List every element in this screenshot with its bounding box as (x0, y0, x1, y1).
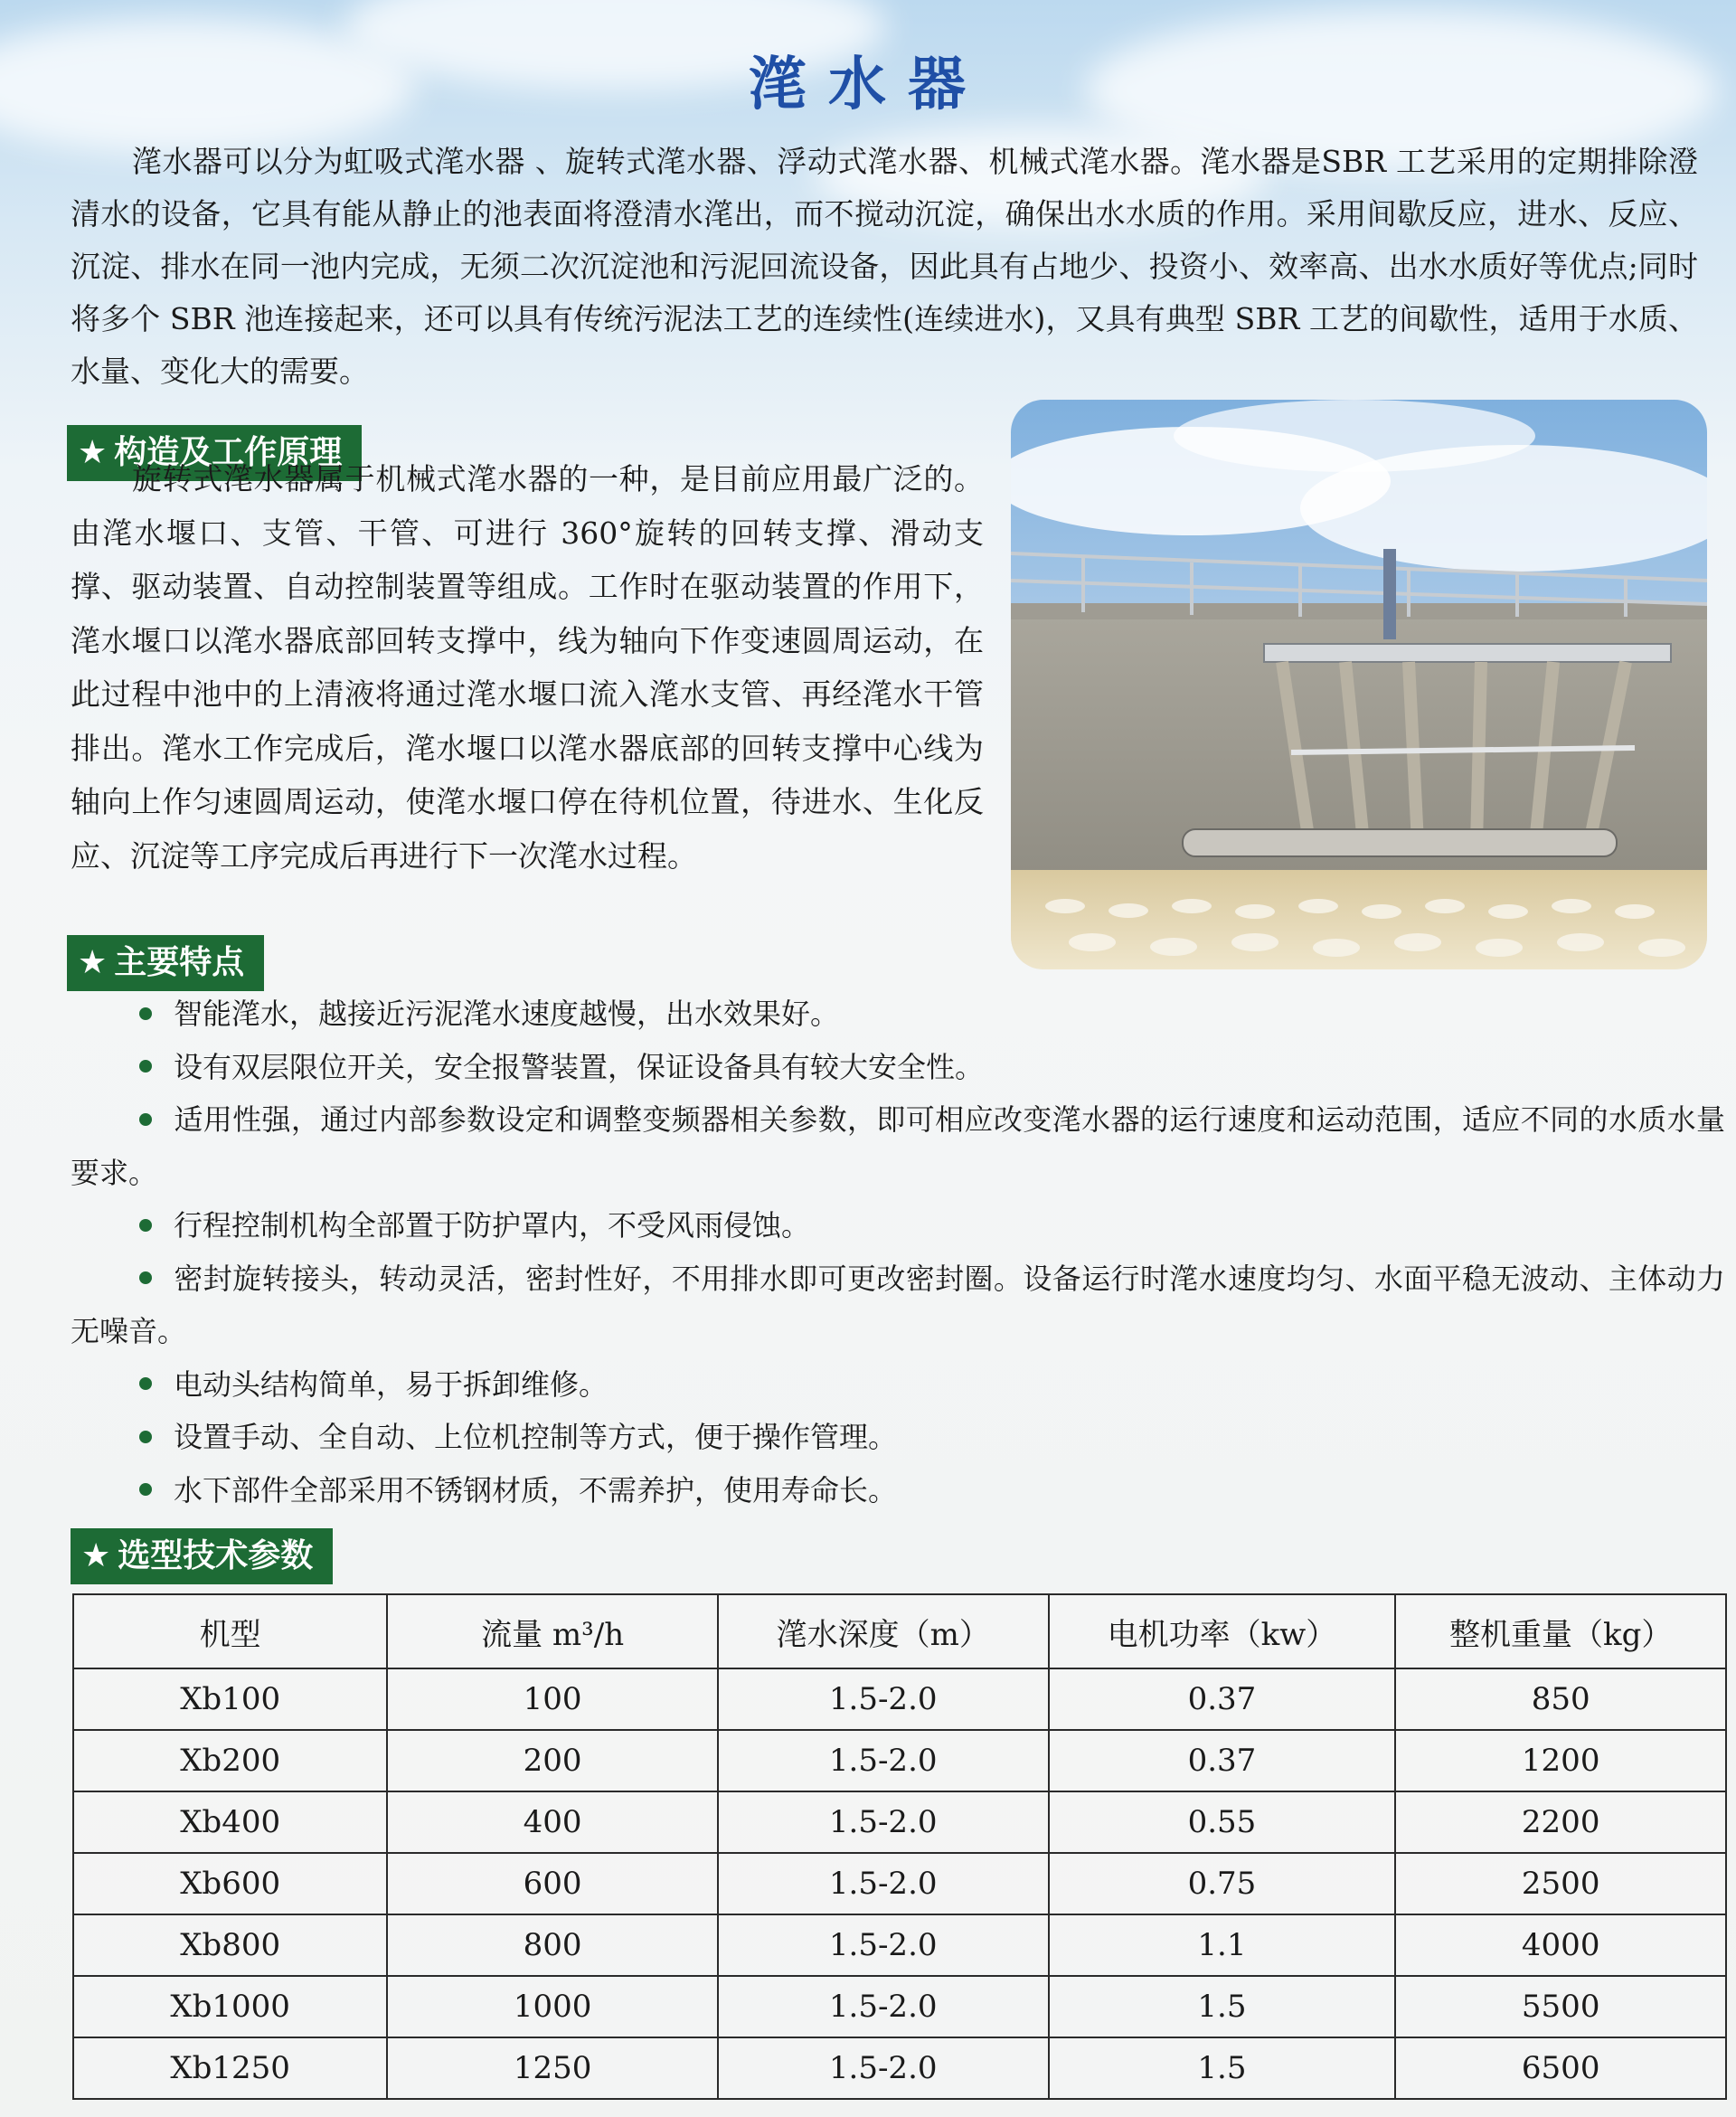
table-cell: 850 (1395, 1668, 1726, 1730)
table-cell: Xb1250 (73, 2037, 387, 2099)
table-cell: 1.5 (1049, 1976, 1396, 2037)
intro-paragraph: 滗水器可以分为虹吸式滗水器 、旋转式滗水器、浮动式滗水器、机械式滗水器。滗水器是SBR 工艺采用的定期排除澄清水的设备，它具有能从静止的池表面将澄清水滗出，而不搅动沉淀，确保出水水质的作用。采用间歇反应，进水、反应、沉淀、排水在同一池内完成，无须二次沉淀池和污泥回流设备，因此具有占地少、投资小、效率高、出水水质好等优点;同时将多个 SBR 池连接起来，还可以具有传统污泥法工艺的连续性(连续进水)，又具有典型 SBR 工艺的间歇性，适用于水质、水量、变化大的需要。 (71, 144, 1698, 389)
star-icon: ★ (78, 434, 108, 471)
bullet-icon (139, 1431, 152, 1443)
table-cell: 1.5-2.0 (718, 1730, 1049, 1791)
table-cell: 1.5-2.0 (718, 1976, 1049, 2037)
table-cell: 1.5-2.0 (718, 1791, 1049, 1853)
list-item (71, 1411, 1725, 1464)
table-cell: 600 (387, 1853, 718, 1914)
table-cell: 1.5-2.0 (718, 2037, 1049, 2099)
table-cell: 1000 (387, 1976, 718, 2037)
table-cell: Xb100 (73, 1668, 387, 1730)
star-icon: ★ (78, 944, 108, 981)
table-cell: 2200 (1395, 1791, 1726, 1853)
table-cell: 0.37 (1049, 1730, 1396, 1791)
column-header: 电机功率（kw） (1049, 1594, 1396, 1668)
bullet-icon (139, 1007, 152, 1020)
feature-text: 适用性强，通过内部参数设定和调整变频器相关参数，即可相应改变滗水器的运行速度和运动范围，适应不同的水质水量要求。 (71, 1102, 1725, 1190)
table-cell: 6500 (1395, 2037, 1726, 2099)
list-item (71, 1093, 1725, 1199)
bullet-icon (139, 1271, 152, 1284)
table-row (73, 2037, 1726, 2099)
table-cell: Xb200 (73, 1730, 387, 1791)
section-heading-features (67, 935, 264, 991)
table-row (73, 1791, 1726, 1853)
bullet-icon (139, 1377, 152, 1390)
section-heading-label: 构造及工作原理 (114, 434, 343, 471)
table-cell: 1.1 (1049, 1914, 1396, 1976)
section-heading-label: 选型技术参数 (118, 1537, 314, 1574)
table-cell: 0.75 (1049, 1853, 1396, 1914)
feature-text: 设置手动、全自动、上位机控制等方式，便于操作管理。 (174, 1420, 898, 1454)
principle-paragraph: 旋转式滗水器属于机械式滗水器的一种，是目前应用最广泛的。由滗水堰口、支管、干管、可进行 360°旋转的回转支撑、滑动支撑、驱动装置、自动控制装置等组成。工作时在驱动装置的作用下，滗水堰口以滗水器底部回转支撑中，线为轴向下作变速圆周运动，在此过程中池中的上清液将通过滗水堰口流入滗水支管、再经滗水干管排出。滗水工作完成后，滗水堰口以滗水器底部的回转支撑中心线为轴向上作匀速圆周运动，使滗水堰口停在待机位置，待进水、生化反应、沉淀等工序完成后再进行下一次滗水过程。 (71, 461, 984, 874)
table-cell: 200 (387, 1730, 718, 1791)
decanter-illustration (1011, 400, 1707, 969)
table-cell: 1.5-2.0 (718, 1914, 1049, 1976)
list-item (71, 988, 1725, 1041)
table-row (73, 1976, 1726, 2037)
table-row (73, 1853, 1726, 1914)
column-header: 滗水深度（m） (718, 1594, 1049, 1668)
table-cell: 1250 (387, 2037, 718, 2099)
table-cell: Xb600 (73, 1853, 387, 1914)
feature-text: 密封旋转接头，转动灵活，密封性好，不用排水即可更改密封圈。设备运行时滗水速度均匀、水面平稳无波动、主体动力无噪音。 (71, 1261, 1725, 1348)
feature-text: 水下部件全部采用不锈钢材质，不需养护，使用寿命长。 (174, 1472, 898, 1507)
table-cell: 0.55 (1049, 1791, 1396, 1853)
list-item (71, 1252, 1725, 1358)
list-item (71, 1199, 1725, 1252)
section-heading-spec (71, 1528, 333, 1584)
star-icon: ★ (81, 1537, 111, 1574)
table-cell: 4000 (1395, 1914, 1726, 1976)
features-list (71, 988, 1725, 1517)
table-cell: 100 (387, 1668, 718, 1730)
spec-table (72, 1593, 1727, 2100)
table-cell: 0.37 (1049, 1668, 1396, 1730)
table-cell: 5500 (1395, 1976, 1726, 2037)
feature-text: 行程控制机构全部置于防护罩内，不受风雨侵蚀。 (174, 1208, 811, 1243)
decanter-photo (1011, 400, 1707, 969)
table-cell: Xb800 (73, 1914, 387, 1976)
column-header: 机型 (73, 1594, 387, 1668)
table-cell: Xb1000 (73, 1976, 387, 2037)
table-cell: 1200 (1395, 1730, 1726, 1791)
table-cell: 400 (387, 1791, 718, 1853)
table-cell: 2500 (1395, 1853, 1726, 1914)
feature-text: 设有双层限位开关，安全报警装置，保证设备具有较大安全性。 (174, 1049, 985, 1084)
table-cell: Xb400 (73, 1791, 387, 1853)
list-item (71, 1464, 1725, 1517)
bullet-icon (139, 1219, 152, 1232)
page-title: 滗水器 (749, 52, 987, 118)
bullet-icon (139, 1060, 152, 1073)
column-header: 整机重量（kg） (1395, 1594, 1726, 1668)
table-row (73, 1668, 1726, 1730)
bullet-icon (139, 1113, 152, 1126)
feature-text: 智能滗水，越接近污泥滗水速度越慢，出水效果好。 (174, 997, 840, 1031)
feature-text: 电动头结构简单，易于拆卸维修。 (174, 1366, 609, 1402)
table-row (73, 1914, 1726, 1976)
table-header-row (73, 1594, 1726, 1668)
section-heading-label: 主要特点 (114, 944, 245, 981)
list-item (71, 1358, 1725, 1412)
table-cell: 1.5 (1049, 2037, 1396, 2099)
column-header: 流量 m³/h (387, 1594, 718, 1668)
bullet-icon (139, 1483, 152, 1496)
table-cell: 800 (387, 1914, 718, 1976)
list-item (71, 1041, 1725, 1094)
table-cell: 1.5-2.0 (718, 1668, 1049, 1730)
table-cell: 1.5-2.0 (718, 1853, 1049, 1914)
table-row (73, 1730, 1726, 1791)
